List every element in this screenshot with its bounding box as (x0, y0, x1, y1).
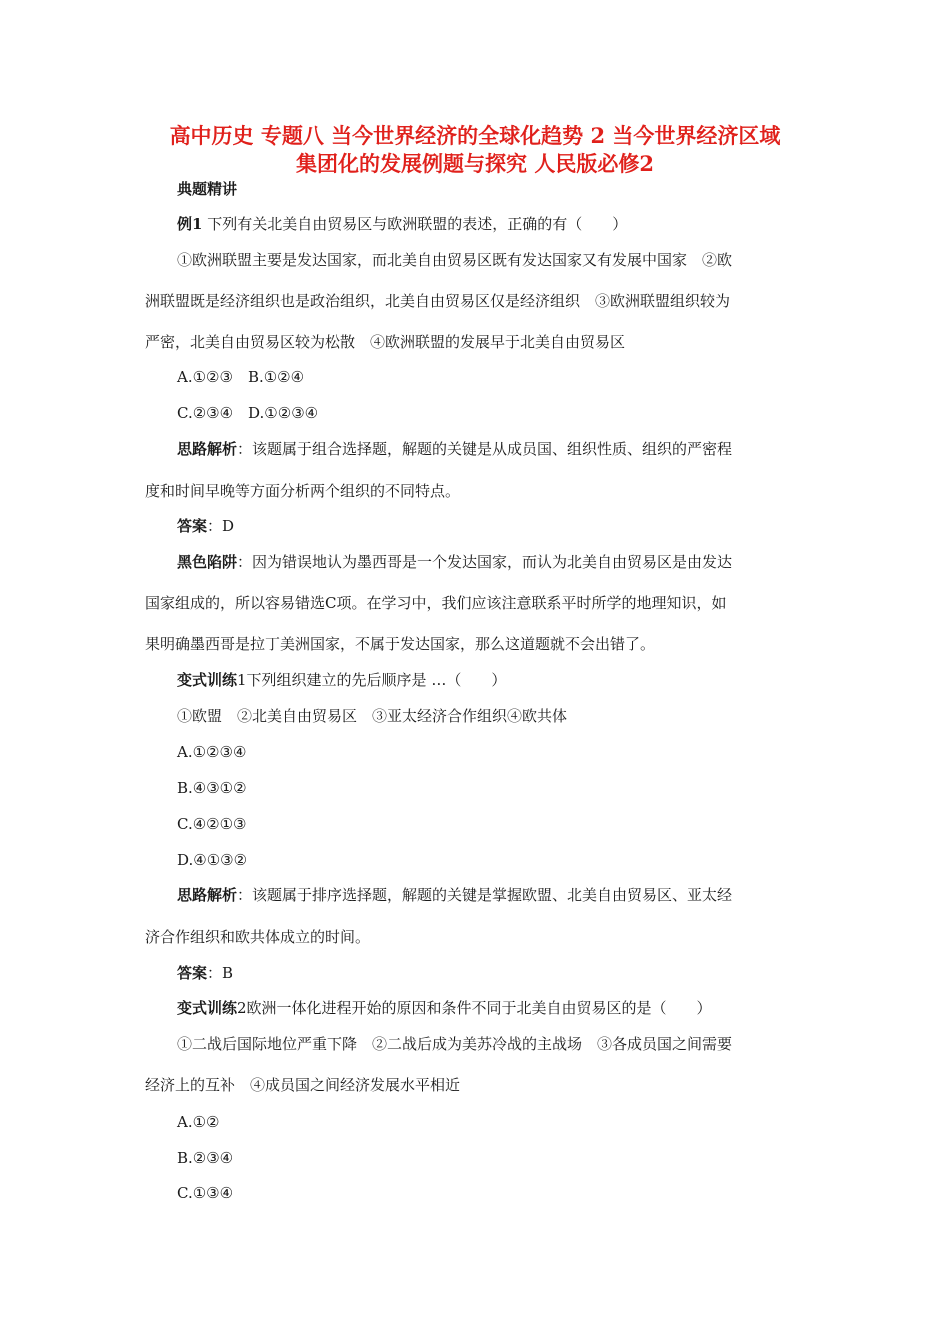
drill-2-label: 变式训练 (177, 999, 238, 1017)
example-1-statements-line-2: 洲联盟既是经济组织也是政治组织，北美自由贸易区仅是经济组织 ③欧洲联盟组织较为 (145, 292, 731, 310)
example-1-trap (177, 551, 732, 573)
example-1-options-ab: A.①②③ B.①②④ (177, 368, 305, 386)
drill-2-items-line-2: 经济上的互补 ④成员国之间经济发展水平相近 (145, 1076, 461, 1094)
drill-2-option-c: C.①③④ (177, 1184, 234, 1202)
drill-1-label: 变式训练 (177, 671, 238, 689)
example-1-analysis-line-2: 度和时间早晚等方面分析两个组织的不同特点。 (145, 482, 461, 500)
drill-1-items: ①欧盟 ②北美自由贸易区 ③亚太经济合作组织④欧共体 (177, 707, 568, 725)
example-1-answer-label: 答案 (177, 517, 208, 535)
drill-1-question-text: 1下列组织建立的先后顺序是 …（ ） (237, 671, 507, 689)
example-1-question-text: 下列有关北美自由贸易区与欧洲联盟的表述，正确的有（ ） (202, 215, 628, 233)
drill-2-question-text: 2欧洲一体化进程开始的原因和条件不同于北美自由贸易区的是（ ） (237, 999, 712, 1017)
drill-1-answer-label: 答案 (177, 964, 208, 982)
example-1-options-cd: C.②③④ D.①②③④ (177, 404, 319, 422)
drill-1-analysis-text: ：该题属于排序选择题，解题的关键是掌握欧盟、北美自由贸易区、亚太经 (237, 886, 733, 904)
section-heading: 典题精讲 (177, 180, 238, 198)
drill-1-option-a: A.①②③④ (177, 743, 247, 761)
example-1-analysis-label: 思路解析 (177, 440, 238, 458)
drill-1-option-c: C.④②①③ (177, 815, 247, 833)
drill-1-analysis-label: 思路解析 (177, 886, 238, 904)
example-1-trap-line-2: 国家组成的，所以容易错选C项。在学习中，我们应该注意联系平时所学的地理知识，如 (145, 594, 727, 612)
example-1-answer (177, 515, 234, 537)
example-1-question (177, 213, 627, 235)
example-1-trap-text: ：因为错误地认为墨西哥是一个发达国家，而认为北美自由贸易区是由发达 (237, 553, 733, 571)
example-1-answer-value: ：D (207, 517, 235, 535)
example-1-label: 例1 (177, 215, 203, 233)
drill-1-answer (177, 962, 233, 984)
drill-2-items-line-1: ①二战后国际地位严重下降 ②二战后成为美苏冷战的主战场 ③各成员国之间需要 (177, 1035, 733, 1053)
example-1-statements-line-3: 严密，北美自由贸易区较为松散 ④欧洲联盟的发展早于北美自由贸易区 (145, 333, 626, 351)
drill-1-option-b: B.④③①② (177, 779, 247, 797)
document-title-line-1: 高中历史 专题八 当今世界经济的全球化趋势 2 当今世界经济区域 (169, 123, 781, 148)
example-1-trap-label: 黑色陷阱 (177, 553, 238, 571)
example-1-analysis (177, 438, 732, 460)
drill-2-question (177, 997, 712, 1019)
example-1-statements-line-1: ①欧洲联盟主要是发达国家，而北美自由贸易区既有发达国家又有发展中国家 ②欧 (177, 251, 733, 269)
example-1-trap-line-3: 果明确墨西哥是拉丁美洲国家，不属于发达国家，那么这道题就不会出错了。 (145, 635, 656, 653)
drill-2-option-a: A.①② (177, 1113, 220, 1131)
example-1-analysis-text: ：该题属于组合选择题，解题的关键是从成员国、组织性质、组织的严密程 (237, 440, 733, 458)
drill-1-option-d: D.④①③② (177, 851, 248, 869)
drill-2-option-b: B.②③④ (177, 1149, 234, 1167)
drill-1-analysis-line-2: 济合作组织和欧共体成立的时间。 (145, 928, 371, 946)
document-title-line-2: 集团化的发展例题与探究 人民版必修2 (296, 151, 654, 176)
drill-1-answer-value: ：B (207, 964, 234, 982)
drill-1-question (177, 669, 506, 691)
drill-1-analysis (177, 884, 732, 906)
